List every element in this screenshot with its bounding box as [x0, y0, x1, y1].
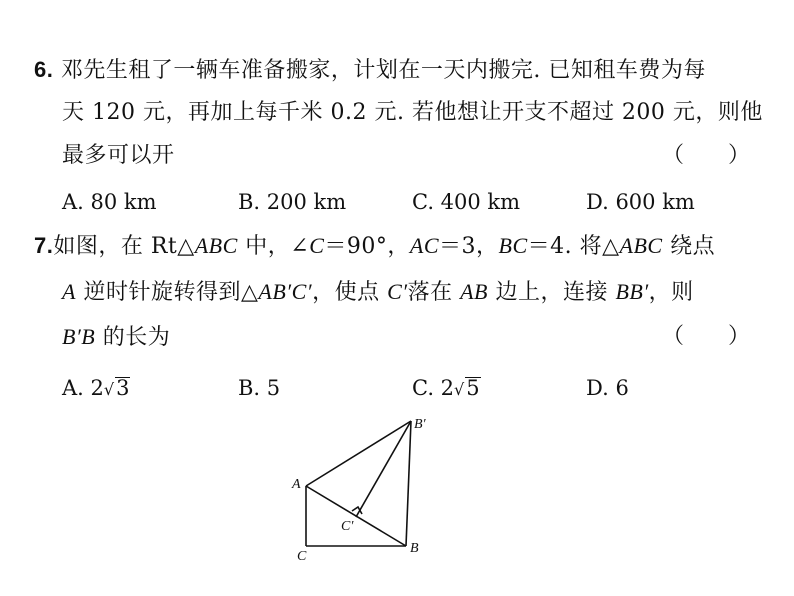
q6-line-2 — [62, 98, 763, 128]
q7-option-c-prefix: C. 2 — [412, 376, 455, 400]
q7-option-a — [62, 373, 130, 405]
q7-text: ，则 — [648, 280, 694, 305]
q7-option-d: D. 6 — [586, 376, 629, 400]
segment-bb-prime — [406, 421, 411, 546]
q7-math: AC — [409, 233, 439, 258]
label-a: A — [292, 477, 301, 492]
q7-line-2 — [62, 277, 694, 308]
q6-option-c: C. 400 km — [412, 190, 521, 214]
q6-line-1 — [34, 55, 706, 86]
q7-math: AB — [460, 279, 488, 304]
q7-text: 绕点 — [662, 234, 716, 259]
q7-math: AB′C′ — [258, 279, 313, 304]
label-c-prime: C′ — [341, 519, 354, 534]
q6-option-a: A. 80 km — [62, 190, 157, 214]
q6-number: 6. — [34, 57, 54, 82]
q7-text: 的长为 — [95, 325, 171, 350]
q7-text: ，使点 — [312, 280, 388, 305]
q7-math: B′B — [62, 324, 96, 349]
q7-math: BC — [498, 233, 528, 258]
label-b: B — [410, 541, 419, 556]
q7-math: BB′ — [615, 279, 649, 304]
q6-text-1: 邓先生租了一辆车准备搬家，计划在一天内搬完. 已知租车费为每 — [60, 58, 706, 83]
q7-math: ABC — [619, 233, 663, 258]
q7-math: A — [62, 279, 76, 304]
q6-option-b: B. 200 km — [238, 190, 347, 214]
q7-option-c — [412, 373, 481, 405]
q7-text: ＝3， — [439, 234, 499, 259]
q7-text: ＝90°， — [324, 234, 410, 259]
q6-text-2: 天 120 元，再加上每千米 0.2 元. 若他想让开支不超过 200 元，则他 — [62, 100, 763, 125]
q7-text: 中，∠ — [237, 234, 310, 259]
triangle-figure — [285, 408, 435, 568]
q7-text: 如图，在 Rt△ — [53, 234, 195, 259]
q7-text: ＝4. 将△ — [527, 234, 620, 259]
label-b-prime: B′ — [414, 417, 426, 432]
q7-text: 边上，连接 — [487, 280, 616, 305]
segment-b-prime-c-prime — [356, 421, 411, 517]
label-c: C — [297, 549, 307, 564]
q7-line-3 — [62, 322, 170, 353]
q6-option-d: D. 600 km — [586, 190, 695, 214]
sqrt-icon: √ — [103, 380, 115, 399]
q7-math: ABC — [194, 233, 238, 258]
q6-text-3: 最多可以开 — [62, 143, 175, 168]
q7-math: C′ — [387, 279, 408, 304]
q7-option-b: B. 5 — [238, 376, 281, 400]
q7-option-c-radicand: 5 — [466, 376, 480, 400]
segment-ab-prime — [306, 421, 411, 486]
q7-math: C — [309, 233, 325, 258]
q7-option-a-radicand: 3 — [116, 376, 130, 400]
q7-text: 落在 — [407, 280, 461, 305]
q6-answer-blank: （ ） — [662, 143, 751, 168]
q7-option-a-prefix: A. 2 — [62, 376, 104, 400]
q7-answer-blank: （ ） — [662, 324, 751, 349]
q7-text: 逆时针旋转得到△ — [75, 280, 259, 305]
sqrt-icon: √ — [454, 380, 465, 399]
q7-line-1 — [34, 231, 715, 262]
q7-number: 7. — [34, 233, 54, 258]
q6-line-3 — [62, 141, 175, 171]
